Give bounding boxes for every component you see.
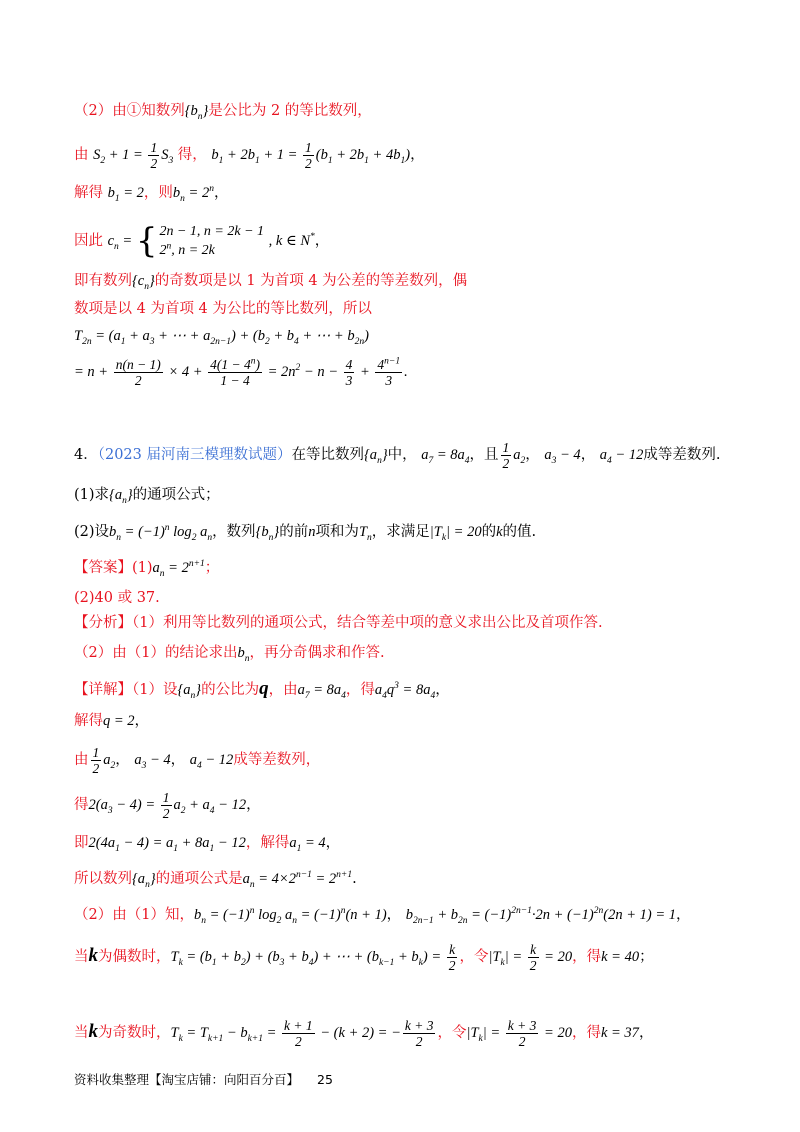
text-q2g: 的值. <box>502 524 537 540</box>
line-q1 <box>74 484 760 506</box>
math-tk-20: $|T_k| = 20$ <box>429 524 482 543</box>
math-an-set-q1: $\{a_n\}$ <box>109 487 133 506</box>
math-tn: $T_n$ <box>358 524 372 543</box>
text-q2c: 的前 <box>279 524 309 540</box>
math-bn-set-q2: $\{b_n\}$ <box>255 524 280 543</box>
line-section2-intro <box>74 100 760 122</box>
line-problem4-stem: 4．（2023 届河南三模理数试题）在等比数列$\{a_n\}$中， $a_7 = 8a_4$，且 $\frac{1}{2}$ $a_2$， $a_3 - 4$， $a_4 - 12$成等差数列. <box>74 440 721 471</box>
math-b1-value: $b_1 = 2$ <box>107 185 144 204</box>
detail-d1a: （1）设 <box>132 682 178 698</box>
math-tk-even-eq: $|T_k|$ = $\frac{k}{2}$ = 20 <box>488 942 573 973</box>
math-cn-set: $\{c_n\}$ <box>132 273 155 292</box>
text-q2d: 项和为 <box>315 524 359 540</box>
detail-d8-ling: ，令 <box>459 948 489 965</box>
text-jiede: 解得 <box>74 185 103 201</box>
line-analysis1 <box>74 612 760 634</box>
detail-d5-head: 即 <box>74 835 89 851</box>
text-q2a: (2)设 <box>74 524 110 540</box>
detail-d8-head: 当 <box>74 948 89 965</box>
text-stem-a: 在等比数列 <box>291 446 364 463</box>
math-q2: q = 2 <box>103 713 135 729</box>
text-even-terms: 数项是以 4 为首项 4 为公比的等比数列，所以 <box>74 301 372 317</box>
line-answer2 <box>74 587 760 609</box>
footer-text: 资料收集整理【淘宝店铺：向阳百分百】 <box>74 1072 300 1087</box>
math-k37: k = 37 <box>600 1024 639 1041</box>
analysis-tag: 【分析】 <box>74 615 132 631</box>
detail-d3-tail: 成等差数列， <box>233 751 321 768</box>
brace-icon: { <box>135 221 158 261</box>
detail-d9-ling: ，令 <box>437 1024 467 1041</box>
text-section2-lead: （2）由①知数列 <box>74 103 185 119</box>
math-a4m12-d3: $a_4 - 12$ <box>189 751 234 771</box>
math-cn-label: $c_n$ = <box>107 233 136 252</box>
analysis-text2a: （2）由（1）的结论求出 <box>74 645 238 661</box>
math-a3m4-d3: $a_3 - 4$ <box>134 751 171 771</box>
math-tk-odd-eq: $|T_k|$ = $\frac{k + 3}{2}$ = 20 <box>466 1018 572 1049</box>
detail-d7-head: （2）由（1）知， <box>74 907 194 923</box>
math-an-final: $a_n = 4\times 2^{n-1} = 2^{n+1}$ <box>242 870 353 890</box>
detail-d5-mid: ，解得 <box>245 835 290 851</box>
text-de: 得， <box>177 146 207 163</box>
analysis-text2b: ，再分奇偶求和作答. <box>249 645 385 661</box>
line-analysis2 <box>74 642 760 664</box>
detail-tag: 【详解】 <box>74 682 132 698</box>
text-q2b: ，数列 <box>212 524 256 540</box>
math-a7-d1: $a_7 = 8a_4$ <box>297 682 346 701</box>
math-n: n <box>308 524 316 540</box>
math-an-set: $\{a_n\}$ <box>364 446 388 466</box>
math-tk-odd: $T_k = T_{k+1} - b_{k+1}$ = $\frac{k + 1}{2}$ − (k + 2) = − $\frac{k + 3}{2}$ <box>170 1018 434 1049</box>
analysis-text1: （1）利用等比数列的通项公式，结合等差中项的意义求出公比及首项作答. <box>132 615 603 631</box>
text-q2f: 的 <box>481 524 497 540</box>
page-number: 25 <box>317 1072 333 1087</box>
math-k-domain: , k ∈ N* <box>268 232 315 249</box>
text-ze: ，则 <box>143 185 173 201</box>
line-t2n-result <box>74 357 760 397</box>
math-an-set-d6: $\{a_n\}$ <box>132 871 156 890</box>
detail-d9-head: 当 <box>74 1024 89 1041</box>
text-stem-c: ，且 <box>469 446 499 463</box>
line-q2 <box>74 521 760 543</box>
math-d4: $2(a_3 - 4)$ = $\frac{1}{2}$ $a_2 + a_4 - 12$ <box>88 790 247 821</box>
math-an-answer: $a_n = 2^{n+1}$ <box>152 559 205 579</box>
math-t2n: $T_{2n} = (a_1 + a_3$ + ⋯ + $a_{2n-1}) + (b_2 + b_4$ + ⋯ + $b_{2n}$) <box>74 328 369 347</box>
text-you: 由 <box>74 146 89 163</box>
text-section2-tail: 是公比为 2 的等比数列， <box>208 103 372 119</box>
detail-d1b: 的公比为 <box>201 682 260 698</box>
text-odd-terms: 的奇数项是以 1 为首项 4 为公差的等差数列，偶 <box>154 273 468 289</box>
math-bn-set: $\{b_n\}$ <box>184 103 209 122</box>
problem-number: 4． <box>74 446 98 463</box>
math-d5: $2(4a_1 - 4) = a_1 + 8a_1 - 12$ <box>88 835 246 854</box>
math-bn-analysis: $b_n$ <box>237 645 250 664</box>
line-detail8: 当k为偶数时，$T_k = (b_1 + b_2) + (b_3 + b_4)$ + ⋯ + $(b_{k-1} + b_k)$ = $\frac{k}{2}$ ，令$|T_k|$ = $\frac{k}{2}$ = 20，得k = 40； <box>74 942 654 973</box>
math-half-a2: $\frac{1}{2}$ $a_2$ <box>502 440 526 471</box>
math-half-a2-d3: $\frac{1}{2}$ $a_2$ <box>92 745 116 776</box>
answer-part1: (1) <box>132 560 153 576</box>
answer-part2: (2)40 或 37. <box>74 590 160 606</box>
line-detail9: 当k为奇数时，$T_k = T_{k+1} - b_{k+1}$ = $\frac{k + 1}{2}$ − (k + 2) = − $\frac{k + 3}{2}$ ，令$|T_k|$ = $\frac{k + 3}{2}$ = 20，得k = 37， <box>74 1018 654 1049</box>
text-jiyou: 即有数列 <box>74 273 132 289</box>
math-a4-minus12: $a_4 - 12$ <box>599 446 644 466</box>
math-t2n-result: = n + $\frac{n(n - 1)}{2}$ × 4 + $\frac{4(1 - 4^n)}{1 - 4}$ = $2n^2 - n$ − $\frac{4}{3}$ + $\frac{4^{n-1}}{3}$ . <box>74 356 408 388</box>
line-detail3: 由 $\frac{1}{2}$ $a_2$， $a_3 - 4$， $a_4 - 12$成等差数列， <box>74 745 321 776</box>
line-cn-odd <box>74 270 760 292</box>
math-tk-even: $T_k = (b_1 + b_2) + (b_3 + b_4)$ + ⋯ + $(b_{k-1} + b_k)$ = $\frac{k}{2}$ <box>170 942 456 973</box>
text-q1a: (1)求 <box>74 487 110 503</box>
detail-d3-head: 由 <box>74 751 89 768</box>
detail-d6-head: 所以数列 <box>74 871 132 887</box>
line-detail7: （2）由（1）知，$b_n = (-1)^n$ $\log_2 a_n = (-1)^n(n + 1)$， $b_{2n-1} + b_{2n} = (-1)^{2n-1}\cdot 2n + (-1)^{2n}(2n + 1) = 1$， <box>74 906 691 926</box>
text-q1b: 的通项公式； <box>132 487 220 503</box>
math-pair-sum: $b_{2n-1} + b_{2n} = (-1)^{2n-1}\cdot 2n + (-1)^{2n}(2n + 1) = 1$ <box>405 906 676 926</box>
line-detail5: 即$2(4a_1 - 4) = a_1 + 8a_1 - 12$，解得$a_1 = 4$， <box>74 835 341 854</box>
line-answer1: 【答案】$(1)a_n = 2^{n+1}$； <box>74 559 220 579</box>
detail-d9-de: ，得 <box>571 1024 601 1041</box>
math-s2-eq: $S_2 + 1$ = $\frac{1}{2}$ $S_3$ <box>93 140 174 171</box>
answer-tag: 【答案】 <box>74 560 132 576</box>
detail-d2: 解得 <box>74 713 103 729</box>
line-even-terms <box>74 298 760 320</box>
line-detail4: 得$2(a_3 - 4)$ = $\frac{1}{2}$ $a_2 + a_4 - 12$， <box>74 790 261 821</box>
math-a3-minus4: $a_3 - 4$ <box>544 446 581 466</box>
math-b1-eq: $b_1 + 2b_1 + 1$ = $\frac{1}{2}$ $(b_1 + 2b_1 + 4b_1)$ <box>211 140 411 171</box>
detail-d1d: ，得 <box>345 682 375 698</box>
math-a4q3: $a_4q^3 = 8a_4$ <box>374 681 436 701</box>
math-bn-expand: $b_n = (-1)^n$ $\log_2 a_n = (-1)^n(n + 1)$ <box>193 906 387 926</box>
detail-d6-mid: 的通项公式是 <box>155 871 243 887</box>
math-a1-4: $a_1 = 4$ <box>289 835 326 854</box>
line-cn-cases: 因此 $c_n$ = { 2n − 1, n = 2k − 1 2$^n$, n = 2k , k ∈ N*， <box>74 221 330 261</box>
line-t2n <box>74 325 760 347</box>
text-q2e: ，求满足 <box>371 524 430 540</box>
text-yinci: 因此 <box>74 233 103 249</box>
page-footer <box>74 1070 333 1088</box>
detail-d4-head: 得 <box>74 796 89 813</box>
math-q-bold: q <box>259 678 269 699</box>
line-section2-s2: 由 $S_2 + 1$ = $\frac{1}{2}$ $S_3$ 得， $b_1 + 2b_1 + 1$ = $\frac{1}{2}$ $(b_1 + 2b_1 + 4b_1)$， <box>74 140 425 171</box>
detail-d8-de: ，得 <box>572 948 602 965</box>
line-detail6: 所以数列$\{a_n\}$的通项公式是$a_n = 4\times 2^{n-1} = 2^{n+1}$. <box>74 870 357 890</box>
detail-d1c: ，由 <box>268 682 298 698</box>
text-stem-d: 成等差数列. <box>643 446 721 463</box>
math-k-bold-odd: k <box>88 1020 98 1042</box>
math-bn-formula: $b_n = 2^n$ <box>172 184 214 204</box>
line-detail2: 解得q = 2， <box>74 713 150 729</box>
math-bn-def: $b_n = (-1)^n$ $\log_2 a_n$ <box>109 523 213 543</box>
text-stem-b: 中， <box>387 446 417 463</box>
math-an-set-d1: $\{a_n\}$ <box>177 682 202 701</box>
math-cn-cases: 2n − 1, n = 2k − 1 2$^n$, n = 2k <box>159 224 265 258</box>
math-k40: k = 40 <box>601 948 640 965</box>
math-a7-eq: $a_7 = 8a_4$ <box>421 446 470 466</box>
detail-d9-mid: 为奇数时， <box>98 1024 171 1041</box>
detail-d8-mid: 为偶数时， <box>98 948 171 965</box>
line-solve-b1: 解得 $b_1 = 2$，则$b_n = 2^n$， <box>74 184 229 204</box>
problem-source: （2023 届河南三模理数试题） <box>97 446 292 463</box>
math-k: k <box>496 524 503 540</box>
line-detail1: 【详解】（1）设$\{a_n\}$的公比为q，由$a_7 = 8a_4$，得$a_4q^3 = 8a_4$， <box>74 678 450 701</box>
math-k-bold-even: k <box>88 944 98 966</box>
